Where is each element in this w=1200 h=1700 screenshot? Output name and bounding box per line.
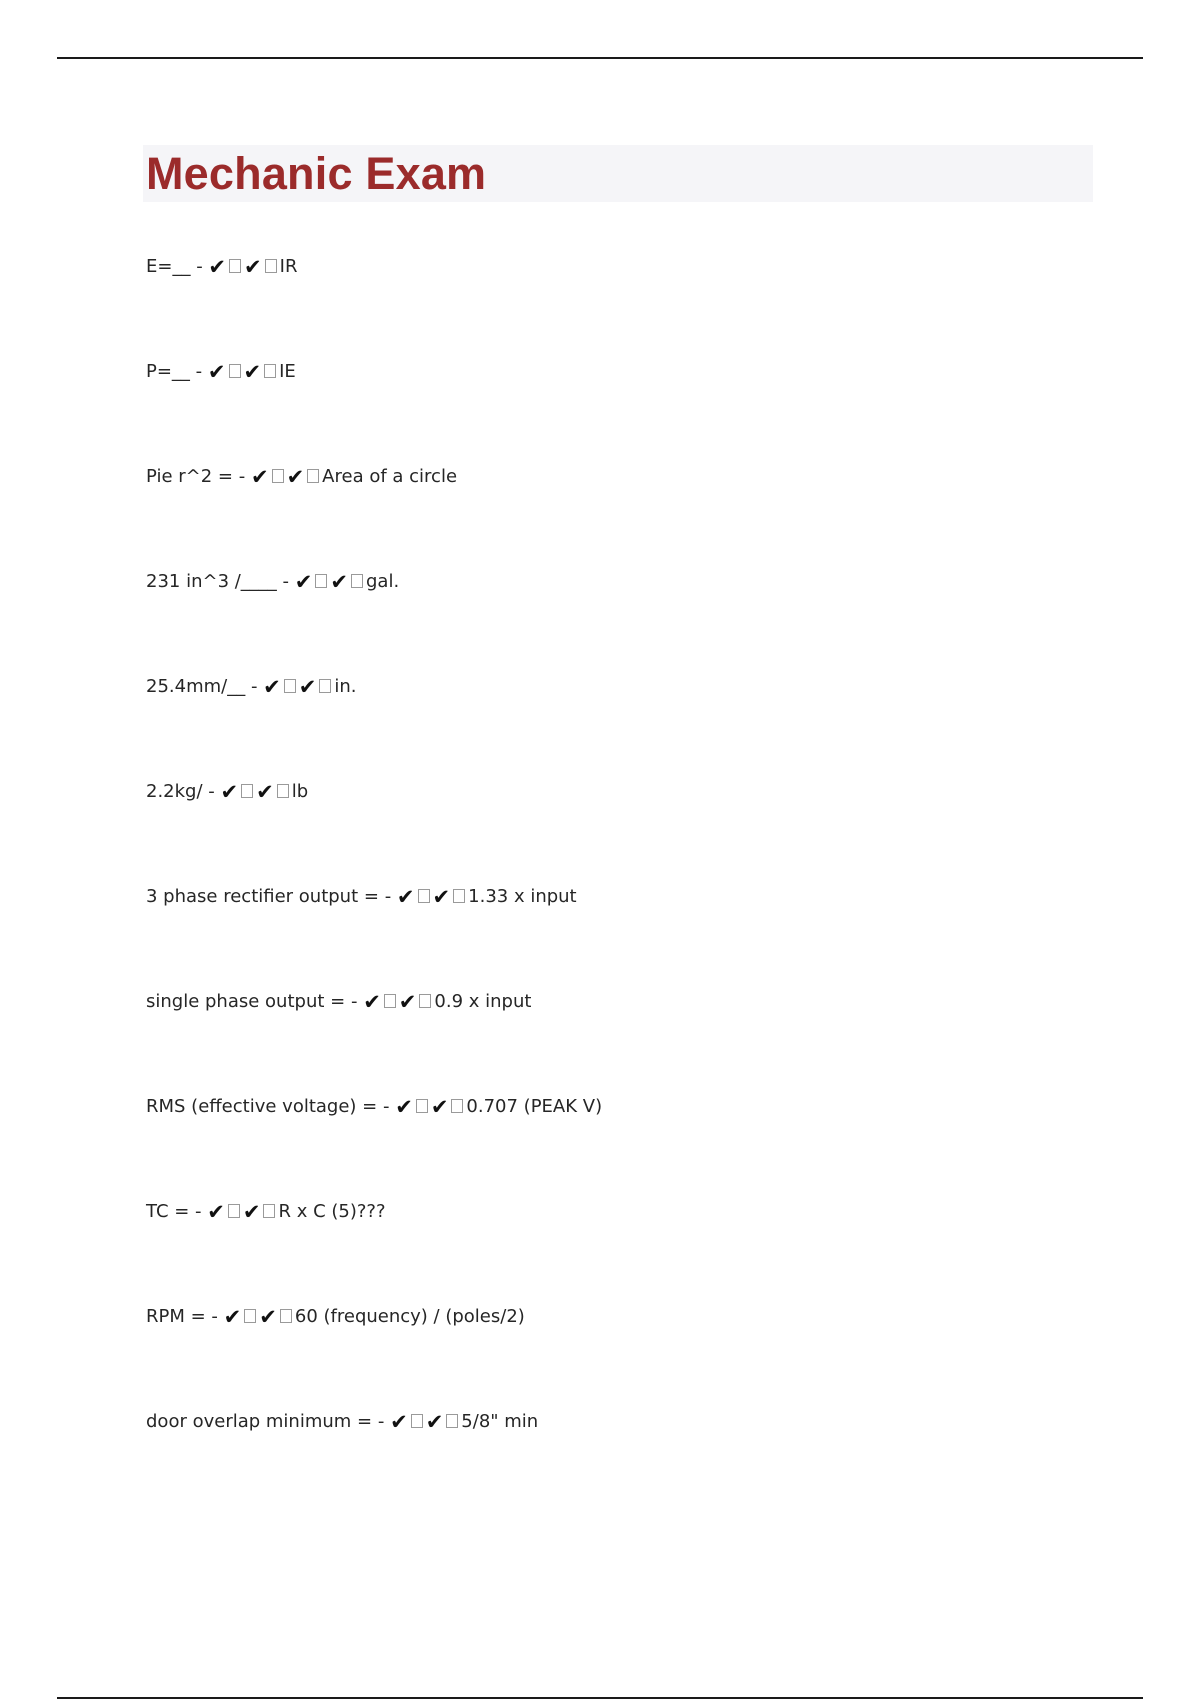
checkmark-icon: ✔ xyxy=(396,885,415,909)
missing-glyph-box-icon xyxy=(418,889,430,903)
qa-item xyxy=(146,253,602,358)
separator: - xyxy=(245,676,264,697)
missing-glyph-box-icon xyxy=(229,364,241,378)
question-text: Pie r^2 = xyxy=(146,466,233,487)
missing-glyph-box-icon xyxy=(277,784,289,798)
separator: - xyxy=(377,1096,396,1117)
separator: - xyxy=(233,466,251,487)
qa-item xyxy=(146,673,602,778)
separator: - xyxy=(189,361,208,382)
missing-glyph-box-icon xyxy=(451,1099,463,1113)
question-text: 231 in^3 /____ xyxy=(146,571,277,592)
separator: - xyxy=(345,991,364,1012)
answer-text: 0.707 (PEAK V) xyxy=(466,1096,603,1117)
missing-glyph-box-icon xyxy=(315,574,327,588)
checkmark-icon: ✔ xyxy=(207,1200,225,1224)
qa-item xyxy=(146,883,602,988)
checkmark-icon: ✔ xyxy=(286,465,305,489)
question-text: RMS (effective voltage) = xyxy=(146,1096,378,1117)
question-text: 25.4mm/__ xyxy=(146,676,246,697)
separator: - xyxy=(190,256,209,277)
checkmark-icon: ✔ xyxy=(256,780,274,804)
missing-glyph-box-icon xyxy=(284,679,296,693)
checkmark-icon: ✔ xyxy=(395,1095,413,1119)
question-text: E=__ xyxy=(146,256,191,277)
qa-item xyxy=(146,1408,602,1513)
checkmark-icon: ✔ xyxy=(208,255,227,279)
separator: - xyxy=(276,571,295,592)
missing-glyph-box-icon xyxy=(307,469,319,483)
top-rule xyxy=(57,57,1143,59)
answer-text: R x C (5)??? xyxy=(278,1201,386,1222)
answer-text: Area of a circle xyxy=(322,466,458,487)
checkmark-icon: ✔ xyxy=(298,675,317,699)
missing-glyph-box-icon xyxy=(241,784,253,798)
missing-glyph-box-icon xyxy=(319,679,331,693)
question-text: P=__ xyxy=(146,361,190,382)
separator: - xyxy=(202,781,221,802)
checkmark-icon: ✔ xyxy=(363,990,381,1014)
missing-glyph-box-icon xyxy=(411,1414,423,1428)
answer-text: lb xyxy=(291,781,309,802)
question-text: TC = xyxy=(146,1201,190,1222)
answer-text: IE xyxy=(279,361,296,382)
checkmark-icon: ✔ xyxy=(425,1410,444,1434)
qa-item xyxy=(146,463,602,568)
answer-text: 5/8" min xyxy=(461,1411,539,1432)
qa-item xyxy=(146,988,602,1093)
question-text: 2.2kg/ xyxy=(146,781,203,802)
bottom-rule xyxy=(57,1697,1143,1699)
qa-item xyxy=(146,1093,602,1198)
answer-text: 0.9 x input xyxy=(434,991,532,1012)
missing-glyph-box-icon xyxy=(228,1204,240,1218)
separator: - xyxy=(189,1201,208,1222)
checkmark-icon: ✔ xyxy=(390,1410,408,1434)
missing-glyph-box-icon xyxy=(272,469,284,483)
qa-item xyxy=(146,1303,602,1408)
qa-item xyxy=(146,1198,602,1303)
checkmark-icon: ✔ xyxy=(244,255,262,279)
page-title: Mechanic Exam xyxy=(146,148,487,199)
checkmark-icon: ✔ xyxy=(250,465,269,489)
checkmark-icon: ✔ xyxy=(263,675,281,699)
checkmark-icon: ✔ xyxy=(398,990,417,1014)
checkmark-icon: ✔ xyxy=(242,1200,261,1224)
qa-item xyxy=(146,778,602,883)
separator: - xyxy=(378,886,397,907)
answer-text: 1.33 x input xyxy=(468,886,577,907)
separator: - xyxy=(205,1306,224,1327)
missing-glyph-box-icon xyxy=(416,1099,428,1113)
missing-glyph-box-icon xyxy=(264,364,276,378)
missing-glyph-box-icon xyxy=(384,994,396,1008)
qa-item xyxy=(146,358,602,463)
question-text: 3 phase rectifier output = xyxy=(146,886,379,907)
qa-item xyxy=(146,568,602,673)
missing-glyph-box-icon xyxy=(263,1204,275,1218)
missing-glyph-box-icon xyxy=(453,889,465,903)
answer-text: gal. xyxy=(365,571,400,592)
checkmark-icon: ✔ xyxy=(243,360,262,384)
checkmark-icon: ✔ xyxy=(330,570,348,594)
answer-text: in. xyxy=(334,676,357,697)
checkmark-icon: ✔ xyxy=(223,1305,242,1329)
question-text: single phase output = xyxy=(146,991,346,1012)
missing-glyph-box-icon xyxy=(280,1309,292,1323)
separator: - xyxy=(372,1411,391,1432)
checkmark-icon: ✔ xyxy=(430,1095,449,1119)
checkmark-icon: ✔ xyxy=(432,885,451,909)
missing-glyph-box-icon xyxy=(351,574,363,588)
question-text: RPM = xyxy=(146,1306,206,1327)
qa-list xyxy=(146,253,602,1513)
checkmark-icon: ✔ xyxy=(220,780,239,804)
checkmark-icon: ✔ xyxy=(207,360,226,384)
missing-glyph-box-icon xyxy=(265,259,277,273)
answer-text: IR xyxy=(279,256,298,277)
missing-glyph-box-icon xyxy=(229,259,241,273)
missing-glyph-box-icon xyxy=(244,1309,256,1323)
answer-text: 60 (frequency) / (poles/2) xyxy=(294,1306,525,1327)
checkmark-icon: ✔ xyxy=(294,570,313,594)
checkmark-icon: ✔ xyxy=(259,1305,277,1329)
question-text: door overlap minimum = xyxy=(146,1411,373,1432)
missing-glyph-box-icon xyxy=(446,1414,458,1428)
missing-glyph-box-icon xyxy=(419,994,431,1008)
